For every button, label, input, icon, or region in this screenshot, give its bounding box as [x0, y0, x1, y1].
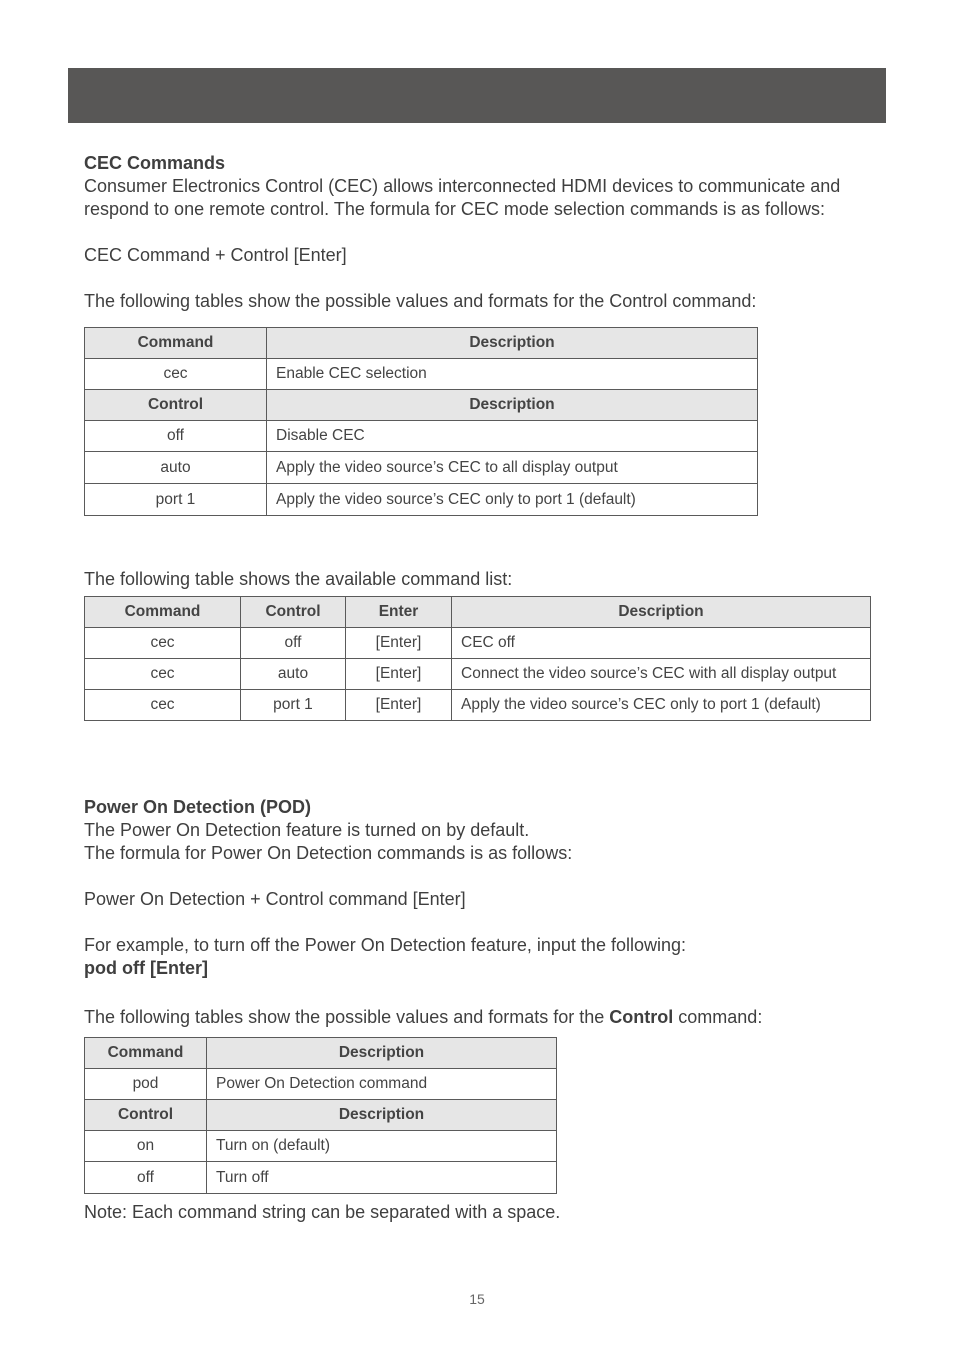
table-row — [85, 690, 871, 721]
pod-intro-line2: The formula for Power On Detection commands is as follows: — [84, 843, 573, 863]
header-cell: Command — [85, 328, 267, 359]
table-row — [85, 628, 871, 659]
header-cell: Enter — [346, 597, 452, 628]
page-number: 15 — [469, 1291, 485, 1307]
table-cell: auto — [85, 452, 267, 484]
cec-formula: CEC Command + Control [Enter] — [84, 245, 347, 265]
table-header-row — [85, 1100, 557, 1131]
cec-heading: CEC Commands — [84, 153, 226, 173]
table-cell: Apply the video source’s CEC only to port 1 (default) — [267, 484, 758, 516]
pod-example-line: For example, to turn off the Power On Detection feature, input the following: — [84, 935, 686, 955]
pod-tables-intro-post: command: — [673, 1007, 763, 1027]
table-row — [85, 359, 758, 390]
header-cell: Control — [241, 597, 346, 628]
table-header-row — [85, 390, 758, 421]
header-cell: Command — [85, 1038, 207, 1069]
pod-formula: Power On Detection + Control command [Enter] — [84, 889, 466, 909]
table-row — [85, 452, 758, 484]
table-row — [85, 484, 758, 516]
pod-heading: Power On Detection (POD) — [84, 797, 312, 817]
pod-tables-intro-bold: Control — [609, 1007, 674, 1027]
header-cell: Description — [207, 1100, 557, 1131]
cec-tables-intro: The following tables show the possible values and formats for the Control command: — [84, 291, 757, 311]
cec-intro-line2: respond to one remote control. The formula for CEC mode selection commands is as follows: — [84, 199, 826, 219]
header-cell: Description — [267, 390, 758, 421]
cec-list-intro: The following table shows the available command list: — [84, 569, 513, 589]
cec-command-list-table — [84, 596, 871, 721]
header-cell: Control — [85, 390, 267, 421]
table-cell: on — [85, 1131, 207, 1162]
table-cell: pod — [85, 1069, 207, 1100]
header-cell: Command — [85, 597, 241, 628]
table-cell: cec — [85, 659, 241, 690]
table-cell: cec — [85, 690, 241, 721]
table-cell: port 1 — [241, 690, 346, 721]
header-bar — [68, 68, 886, 123]
table-cell: Disable CEC — [267, 421, 758, 452]
table-cell: off — [85, 421, 267, 452]
table-cell: Turn on (default) — [207, 1131, 557, 1162]
table-row — [85, 659, 871, 690]
pod-example-command: pod off [Enter] — [84, 958, 208, 978]
table-cell: Apply the video source’s CEC only to port 1 (default) — [452, 690, 871, 721]
header-cell: Description — [267, 328, 758, 359]
table-cell: cec — [85, 628, 241, 659]
pod-tables-intro — [84, 1006, 762, 1029]
pod-intro-line1: The Power On Detection feature is turned on by default. — [84, 820, 530, 840]
table-header-row — [85, 1038, 557, 1069]
pod-tables-intro-pre: The following tables show the possible values and formats for the — [84, 1007, 610, 1027]
cec-control-table — [84, 327, 758, 516]
header-cell: Description — [207, 1038, 557, 1069]
table-cell: Power On Detection command — [207, 1069, 557, 1100]
header-cell: Description — [452, 597, 871, 628]
table-cell: [Enter] — [346, 659, 452, 690]
pod-note: Note: Each command string can be separated with a space. — [84, 1202, 561, 1222]
table-header-row — [85, 328, 758, 359]
table-cell: [Enter] — [346, 690, 452, 721]
table-cell: auto — [241, 659, 346, 690]
table-cell: Turn off — [207, 1162, 557, 1194]
table-cell: Enable CEC selection — [267, 359, 758, 390]
table-cell: [Enter] — [346, 628, 452, 659]
table-row — [85, 1069, 557, 1100]
pod-control-table — [84, 1037, 557, 1194]
table-row — [85, 421, 758, 452]
table-row — [85, 1131, 557, 1162]
table-cell: Apply the video source’s CEC to all display output — [267, 452, 758, 484]
table-cell: Connect the video source’s CEC with all display output — [452, 659, 871, 690]
table-cell: off — [85, 1162, 207, 1194]
table-cell: cec — [85, 359, 267, 390]
cec-intro-line1: Consumer Electronics Control (CEC) allows interconnected HDMI devices to communicate and — [84, 176, 841, 196]
header-cell: Control — [85, 1100, 207, 1131]
table-row — [85, 1162, 557, 1194]
table-cell: off — [241, 628, 346, 659]
table-header-row — [85, 597, 871, 628]
table-cell: CEC off — [452, 628, 871, 659]
table-cell: port 1 — [85, 484, 267, 516]
